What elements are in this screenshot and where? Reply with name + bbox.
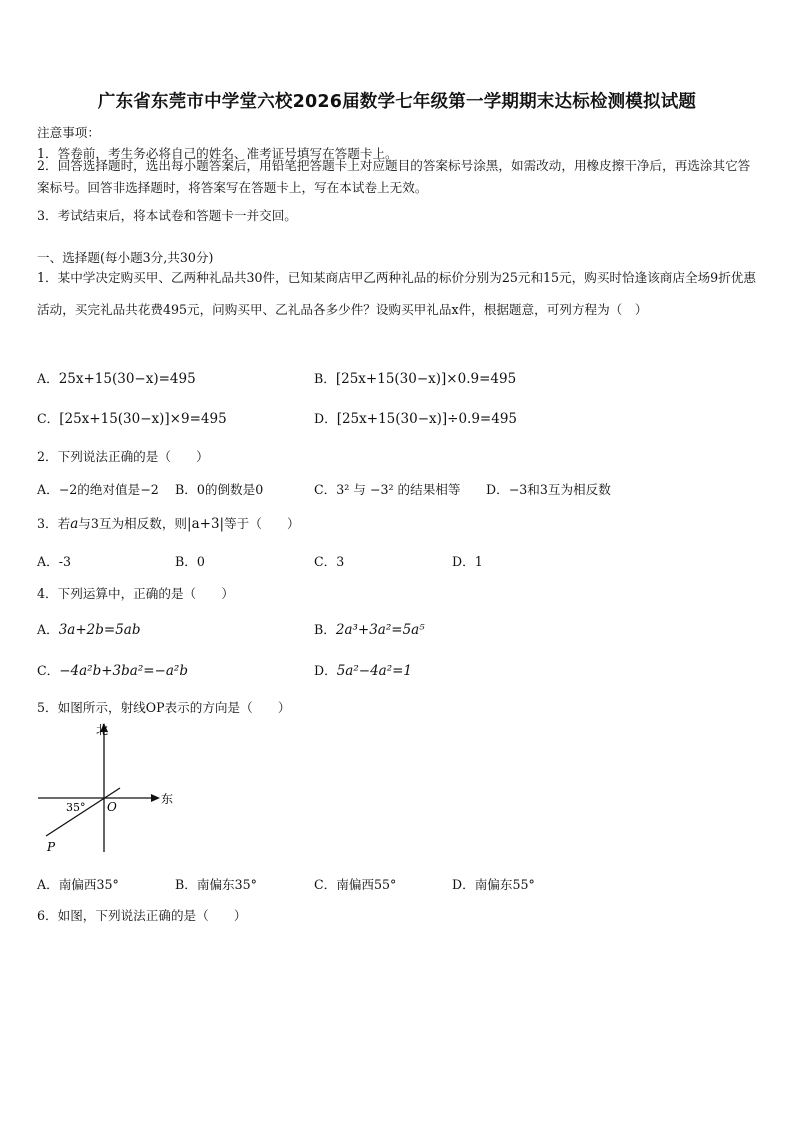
q4-option-a-label: A． [37, 622, 59, 637]
q4-option-c-math: −4a²b+3ba²=−a²b [59, 663, 188, 679]
q3-stem [37, 513, 300, 532]
q1-stem: 1．某中学决定购买甲、乙两种礼品共30件，已知某商店甲乙两种礼品的标价分别为25元和15元，购买时恰逢该商店全场9折优惠活动，买完礼品共花费495元，问购买甲、乙礼品各多少件？设购买甲礼品x件，根据题意，可列方程为（ ） [37, 270, 756, 317]
q3-option-d: D．1 [452, 554, 483, 569]
section-heading: 一、选择题(每小题3分,共30分) [37, 250, 214, 265]
q4-stem: 4．下列运算中，正确的是（ ） [37, 586, 234, 601]
east-arrowhead [151, 794, 160, 802]
q4-option-b [314, 619, 425, 638]
note-item-1: 1．答卷前，考生务必将自己的姓名、准考证号填写在答题卡上。 [37, 146, 398, 161]
q4-option-c [37, 660, 188, 679]
q1-option-a-label: A． [37, 371, 59, 386]
q2-option-d: D．−3和3互为相反数 [486, 482, 611, 497]
q5-option-d: D．南偏东55° [452, 877, 535, 892]
q1-option-b-label: B． [314, 371, 336, 386]
q4-option-d-math: 5a²−4a²=1 [336, 663, 413, 679]
q1-option-c-math: [25x+15(30−x)]×9=495 [59, 411, 227, 427]
q4-option-c-label: C． [37, 663, 60, 678]
q3-stem-abs: |a+3| [187, 516, 225, 532]
q5-option-c: C．南偏西55° [314, 877, 397, 892]
q1-option-b [314, 368, 516, 387]
q3-option-a: A．-3 [37, 554, 71, 569]
q4-option-d-label: D． [314, 663, 337, 678]
q4-option-d [314, 660, 412, 679]
q1-option-a [37, 368, 196, 387]
q1-option-b-math: [25x+15(30−x)]×0.9=495 [335, 371, 517, 387]
q4-option-a [37, 619, 140, 638]
q3-stem-pre: 3．若 [37, 516, 71, 531]
note-item-3: 3．考试结束后，将本试卷和答题卡一并交回。 [37, 208, 297, 223]
q3-stem-mid: 与3互为相反数，则 [78, 516, 188, 531]
q1-option-c-label: C． [37, 411, 60, 426]
q2-option-b: B．0的倒数是0 [175, 482, 264, 497]
q1-option-a-math: 25x+15(30−x)=495 [58, 371, 196, 387]
q4-option-b-math: 2a³+3a²=5a⁵ [335, 622, 425, 638]
notes-heading: 注意事项： [37, 125, 100, 140]
q3-stem-post: 等于（ ） [224, 516, 300, 531]
q2-option-a: A．−2的绝对值是−2 [37, 482, 159, 497]
north-label: 北 [96, 723, 109, 737]
note-item-2: 2．回答选择题时，选出每小题答案后，用铅笔把答题卡上对应题目的答案标号涂黑，如需改动，用橡皮擦干净后，再选涂其它答案标号。回答非选择题时，将答案写在答题卡上，写在本试卷上无效。 [37, 158, 751, 195]
direction-diagram [30, 720, 190, 860]
point-p-label: P [47, 840, 56, 854]
q1-option-d [314, 408, 517, 427]
q1-option-d-math: [25x+15(30−x)]÷0.9=495 [336, 411, 518, 427]
east-label: 东 [161, 792, 174, 806]
q1-option-d-label: D． [314, 411, 337, 426]
q1-option-c [37, 408, 227, 427]
page-title: 广东省东莞市中学堂六校2026届数学七年级第一学期期末达标检测模拟试题 [97, 92, 697, 112]
q4-option-a-math: 3a+2b=5ab [58, 622, 141, 638]
q4-option-b-label: B． [314, 622, 336, 637]
angle-label: 35° [66, 801, 86, 814]
q2-option-c: C．3² 与 −3² 的结果相等 [314, 482, 461, 497]
q5-option-b: B．南偏东35° [175, 877, 257, 892]
q3-option-c: C．3 [314, 554, 345, 569]
q6-stem: 6．如图，下列说法正确的是（ ） [37, 908, 247, 923]
origin-label: O [107, 800, 117, 814]
q2-stem: 2．下列说法正确的是（ ） [37, 449, 209, 464]
q3-stem-var: a [70, 516, 79, 532]
q3-option-b: B．0 [175, 554, 205, 569]
q5-option-a: A．南偏西35° [37, 877, 119, 892]
q5-stem: 5．如图所示，射线OP表示的方向是（ ） [37, 700, 291, 715]
